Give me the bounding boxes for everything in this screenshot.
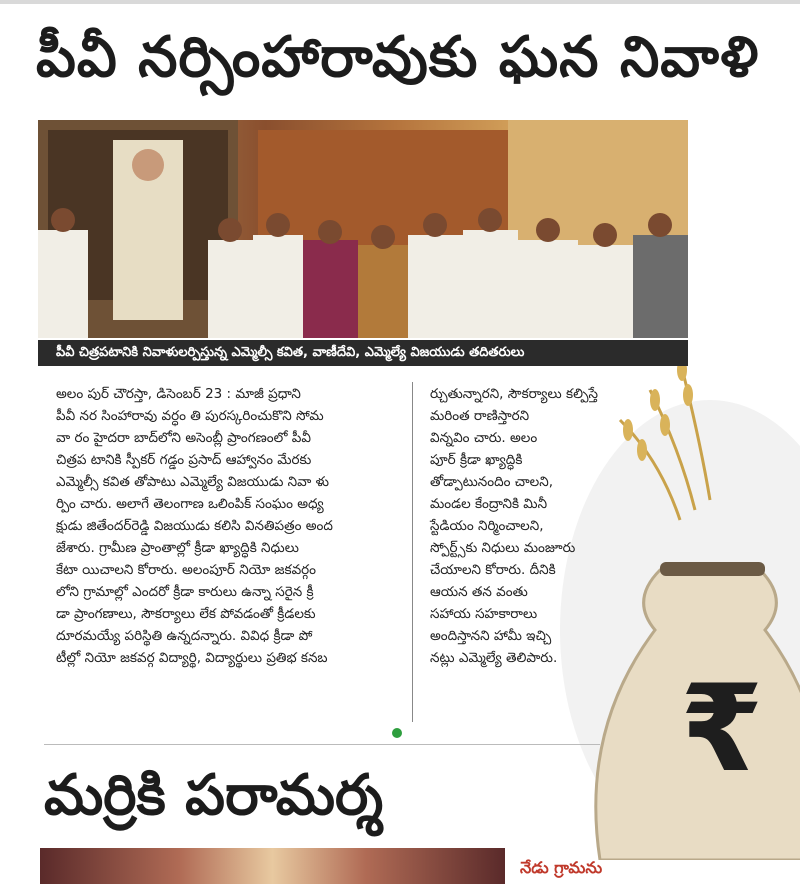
body-text-line: ర్చుతున్నారని, సౌకర్యాలు కల్పిస్తే [430,386,598,402]
body-text-line: పూర్ క్రీడా ఖ్యాద్ధికి [430,452,523,468]
body-text-line: వా రం హైదరా బాద్‌లోని అసెంబ్లీ ప్రాంగణంలో పీవీ [56,430,312,446]
body-text-line: దూరమయ్యే పరిస్థితి ఉన్నదన్నారు. వివిధ క్రీడా పో [56,628,313,644]
sidebar-teaser: నేడు గ్రామను [520,858,603,877]
article-body-left-column [56,383,401,669]
top-rule [0,0,800,4]
column-divider [412,382,413,722]
section-divider [44,744,600,745]
article-headline: పీవీ నర్సింహారావుకు ఘన నివాళి [36,25,760,90]
body-text-line: జేశారు. గ్రామీణ ప్రాంతాల్లో క్రీడా ఖ్యాద్ధికి నిధులు [56,540,299,556]
body-text-line: తోడ్పాటునందిం చాలని, [430,474,554,490]
body-text-line: కేటా యిచాలని కోరారు. అలంపూర్ నియో జకవర్గం [56,562,317,578]
body-text-line: స్టేడియం నిర్మించాలని, [430,518,544,534]
body-text-line: డా ప్రాంగణాలు, సౌకర్యాలు లేక పోవడంతో క్రీడలకు [56,606,316,622]
body-text-line: క్షుడు జితేందర్‌రెడ్డి విజయుడు కలిసి వినతిపత్రం అంద [56,518,333,534]
body-text-line: నట్లు ఎమ్మెల్యే తెలిపారు. [430,650,558,666]
body-text-line: ర్పిం చారు. అలాగే తెలంగాణ ఒలింపిక్ సంఘం అధ్య [56,496,324,512]
body-text-line: చేయాలని కోరారు. దీనికి [430,562,556,578]
second-article-headline: మర్రికి పరామర్శ [44,763,384,828]
body-text-line: టీల్లో నియో జకవర్గ విద్యార్థి, విద్యార్థులు ప్రతిభ కనబ [56,650,328,666]
body-text-line: ఎమ్మెల్సీ కవిత తోపాటు ఎమ్మెల్యే విజయుడు నివా ళు [56,474,330,490]
body-text-line: మండల కేంద్రానికి మినీ [430,496,548,512]
body-text-line: లోని గ్రామాల్లో ఎందరో క్రీడా కారులు ఉన్నా సరైన క్రీ [56,584,314,600]
body-text-line: స్పోర్ట్స్‌కు నిధులు మంజూరు [430,540,576,556]
body-text-line: మరింత రాణిస్తారని [430,408,530,424]
body-text-line: అలం పుర్ చౌరస్తా, డిసెంబర్ 23 : మాజీ ప్రధాని [56,386,301,402]
body-text-line: విన్నవిం చారు. అలం [430,430,538,446]
second-article-photo [40,848,505,884]
photo-caption: పీవీ చిత్రపటానికి నివాళులర్పిస్తున్న ఎమ్మెల్సీ కవిత, వాణీదేవి, ఎమ్మెల్యే విజయుడు తదితరులు [38,340,688,366]
body-text-line: ఆయన తన వంతు [430,584,528,600]
body-text-line: అందిస్తానని హామీ ఇచ్చి [430,628,552,644]
body-text-line: పీవీ నర సింహారావు వర్ధం తి పురస్కరించుకొని సోమ [56,408,324,424]
body-text-line: చిత్రప టానికి స్పీకర్ గడ్డం ప్రసాద్ ఆహ్వానం మేరకు [56,452,312,468]
end-of-article-mark-icon [392,728,402,738]
svg-text:₹: ₹ [680,660,764,799]
body-text-line: సహాయ సహకారాలు [430,606,538,622]
tribute-photo [38,120,688,338]
article-body-right-column [430,383,620,669]
